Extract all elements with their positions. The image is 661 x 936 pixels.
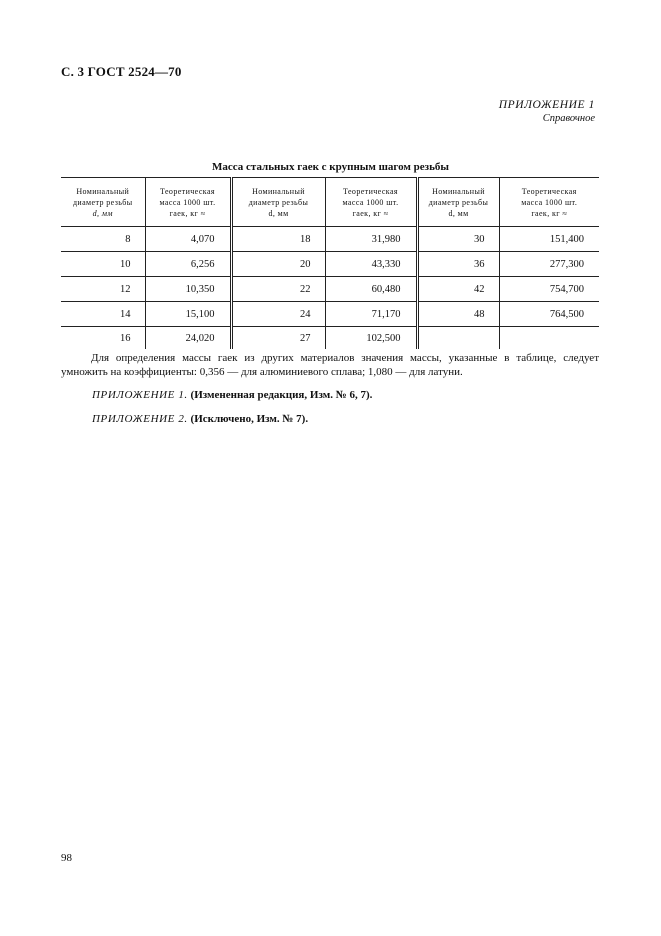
change-note-label: ПРИЛОЖЕНИЕ 2.	[92, 413, 188, 425]
page-header: С. 3 ГОСТ 2524—70	[61, 64, 182, 79]
cell-mass	[499, 327, 599, 350]
table-row	[61, 327, 599, 350]
cell-diameter: 8	[61, 227, 145, 252]
header-mass-2: Теоретическая масса 1000 шт. гаек, кг ≈	[325, 178, 417, 227]
table-header-row	[61, 178, 599, 227]
header-mass-3: Теоретическая масса 1000 шт. гаек, кг ≈	[499, 178, 599, 227]
cell-diameter: 27	[231, 327, 325, 350]
cell-mass: 60,480	[325, 277, 417, 302]
cell-mass: 4,070	[145, 227, 231, 252]
cell-mass: 10,350	[145, 277, 231, 302]
nut-mass-table	[61, 177, 599, 349]
cell-diameter: 30	[417, 227, 499, 252]
cell-diameter: 20	[231, 252, 325, 277]
table-row	[61, 227, 599, 252]
header-mass-1: Теоретическая масса 1000 шт. гаек, кг ≈	[145, 178, 231, 227]
table-note: Для определения массы гаек из других материалов значения массы, указанные в таблице, следует умножить на коэффициенты: 0,356 — для алюминиевого сплава; 1,080 — для латуни.	[61, 352, 599, 378]
change-note-text: (Измененная редакция, Изм. № 6, 7).	[190, 389, 373, 401]
cell-mass: 764,500	[499, 302, 599, 327]
cell-mass: 754,700	[499, 277, 599, 302]
cell-mass: 15,100	[145, 302, 231, 327]
cell-diameter: 48	[417, 302, 499, 327]
change-note-1	[92, 389, 372, 401]
table-row	[61, 252, 599, 277]
header-diameter-3: Номинальный диаметр резьбы d, мм	[417, 178, 499, 227]
cell-diameter: 36	[417, 252, 499, 277]
cell-mass: 277,300	[499, 252, 599, 277]
cell-mass: 6,256	[145, 252, 231, 277]
cell-diameter: 12	[61, 277, 145, 302]
appendix-label: ПРИЛОЖЕНИЕ 1	[498, 99, 595, 111]
cell-diameter: 16	[61, 327, 145, 350]
appendix-label-block	[499, 98, 595, 126]
cell-mass: 31,980	[325, 227, 417, 252]
cell-mass: 43,330	[325, 252, 417, 277]
change-note-label: ПРИЛОЖЕНИЕ 1.	[92, 389, 188, 401]
cell-mass: 102,500	[325, 327, 417, 350]
table-row	[61, 302, 599, 327]
cell-mass: 71,170	[325, 302, 417, 327]
cell-diameter: 18	[231, 227, 325, 252]
cell-mass: 151,400	[499, 227, 599, 252]
cell-diameter: 10	[61, 252, 145, 277]
cell-diameter	[417, 327, 499, 350]
table-caption: Масса стальных гаек с крупным шагом резьбы	[212, 161, 449, 173]
table-row	[61, 277, 599, 302]
cell-diameter: 14	[61, 302, 145, 327]
cell-mass: 24,020	[145, 327, 231, 350]
header-diameter-2: Номинальный диаметр резьбы d, мм	[231, 178, 325, 227]
page-number: 98	[61, 852, 72, 864]
appendix-sublabel: Справочное	[542, 113, 595, 124]
change-note-text: (Исключено, Изм. № 7).	[190, 413, 309, 425]
cell-diameter: 42	[417, 277, 499, 302]
change-note-2	[92, 413, 308, 425]
cell-diameter: 22	[231, 277, 325, 302]
cell-diameter: 24	[231, 302, 325, 327]
header-diameter-1: Номинальный диаметр резьбы d, мм	[61, 178, 145, 227]
